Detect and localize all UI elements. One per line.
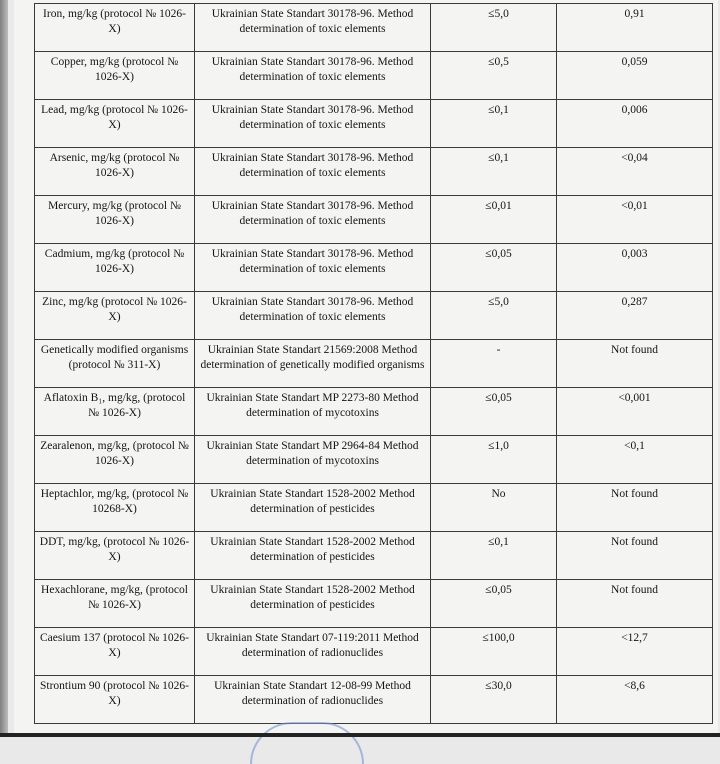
table-row — [35, 388, 713, 436]
cell-method: Ukrainian State Standart 30178-96. Method determination of toxic elements — [195, 148, 431, 196]
cell-norm: ≤0,1 — [431, 532, 557, 580]
table-row — [35, 244, 713, 292]
cell-indicator: Copper, mg/kg (protocol № 1026-X) — [35, 52, 195, 100]
cell-indicator: Heptachlor, mg/kg, (protocol № 10268-X) — [35, 484, 195, 532]
cell-indicator: Cadmium, mg/kg (protocol № 1026-X) — [35, 244, 195, 292]
cell-method: Ukrainian State Standart 30178-96. Method determination of toxic elements — [195, 292, 431, 340]
document-page — [14, 0, 718, 737]
cell-indicator: Arsenic, mg/kg (protocol № 1026-X) — [35, 148, 195, 196]
cell-indicator: Caesium 137 (protocol № 1026-X) — [35, 628, 195, 676]
cell-method: Ukrainian State Standart 30178-96. Method determination of toxic elements — [195, 196, 431, 244]
cell-method: Ukrainian State Standart 30178-96. Method determination of toxic elements — [195, 4, 431, 52]
cell-norm: ≤0,05 — [431, 580, 557, 628]
cell-norm: ≤0,01 — [431, 196, 557, 244]
scan-left-edge — [0, 0, 8, 737]
cell-indicator: Mercury, mg/kg (protocol № 1026-X) — [35, 196, 195, 244]
cell-value: 0,006 — [557, 100, 713, 148]
cell-norm: ≤0,05 — [431, 388, 557, 436]
cell-method: Ukrainian State Standart 12-08-99 Method determination of radionuclides — [195, 676, 431, 724]
cell-value: 0,059 — [557, 52, 713, 100]
cell-value: Not found — [557, 580, 713, 628]
cell-value: Not found — [557, 340, 713, 388]
table-row — [35, 580, 713, 628]
cell-indicator: DDT, mg/kg, (protocol № 1026-X) — [35, 532, 195, 580]
cell-value: <8,6 — [557, 676, 713, 724]
cell-norm: ≤100,0 — [431, 628, 557, 676]
table-row — [35, 628, 713, 676]
cell-norm: No — [431, 484, 557, 532]
table-row — [35, 52, 713, 100]
cell-norm: ≤1,0 — [431, 436, 557, 484]
cell-norm: ≤0,05 — [431, 244, 557, 292]
cell-value: 0,91 — [557, 4, 713, 52]
bottom-edge — [0, 733, 720, 737]
table-row — [35, 100, 713, 148]
cell-value: <0,1 — [557, 436, 713, 484]
cell-indicator: Iron, mg/kg (protocol № 1026-X) — [35, 4, 195, 52]
cell-indicator: Zearalenon, mg/kg, (protocol № 1026-X) — [35, 436, 195, 484]
cell-value: <0,01 — [557, 196, 713, 244]
cell-method: Ukrainian State Standart MP 2964-84 Method determination of mycotoxins — [195, 436, 431, 484]
cell-indicator: Zinc, mg/kg (protocol № 1026-X) — [35, 292, 195, 340]
table-row — [35, 196, 713, 244]
table-row — [35, 532, 713, 580]
table-row — [35, 4, 713, 52]
cell-method: Ukrainian State Standart 30178-96. Method determination of toxic elements — [195, 52, 431, 100]
cell-norm: ≤0,1 — [431, 148, 557, 196]
cell-method: Ukrainian State Standart 1528-2002 Method determination of pesticides — [195, 580, 431, 628]
cell-norm: ≤30,0 — [431, 676, 557, 724]
cell-value: 0,287 — [557, 292, 713, 340]
table-row — [35, 436, 713, 484]
table-row — [35, 148, 713, 196]
cell-norm: ≤5,0 — [431, 292, 557, 340]
table-row — [35, 292, 713, 340]
cell-norm: ≤0,1 — [431, 100, 557, 148]
test-results-table — [34, 3, 713, 724]
cell-norm: ≤5,0 — [431, 4, 557, 52]
cell-method: Ukrainian State Standart 1528-2002 Method determination of pesticides — [195, 532, 431, 580]
cell-indicator: Lead, mg/kg (protocol № 1026-X) — [35, 100, 195, 148]
cell-method: Ukrainian State Standart 30178-96. Method determination of toxic elements — [195, 244, 431, 292]
table-row — [35, 340, 713, 388]
cell-indicator: Aflatoxin B₁, mg/kg, (protocol № 1026-X) — [35, 388, 195, 436]
table-row — [35, 484, 713, 532]
cell-method: Ukrainian State Standart MP 2273-80 Method determination of mycotoxins — [195, 388, 431, 436]
cell-value: <12,7 — [557, 628, 713, 676]
cell-indicator: Hexachlorane, mg/kg, (protocol № 1026-X) — [35, 580, 195, 628]
cell-value: 0,003 — [557, 244, 713, 292]
cell-norm: ≤0,5 — [431, 52, 557, 100]
cell-method: Ukrainian State Standart 1528-2002 Method determination of pesticides — [195, 484, 431, 532]
cell-indicator: Strontium 90 (protocol № 1026-X) — [35, 676, 195, 724]
cell-indicator: Genetically modified organisms (protocol № 311-X) — [35, 340, 195, 388]
cell-norm: - — [431, 340, 557, 388]
cell-value: <0,04 — [557, 148, 713, 196]
table-row — [35, 676, 713, 724]
cell-value: Not found — [557, 532, 713, 580]
cell-method: Ukrainian State Standart 30178-96. Method determination of toxic elements — [195, 100, 431, 148]
cell-value: <0,001 — [557, 388, 713, 436]
cell-value: Not found — [557, 484, 713, 532]
cell-method: Ukrainian State Standart 21569:2008 Method determination of genetically modified organisms — [195, 340, 431, 388]
cell-method: Ukrainian State Standart 07-119:2011 Method determination of radionuclides — [195, 628, 431, 676]
